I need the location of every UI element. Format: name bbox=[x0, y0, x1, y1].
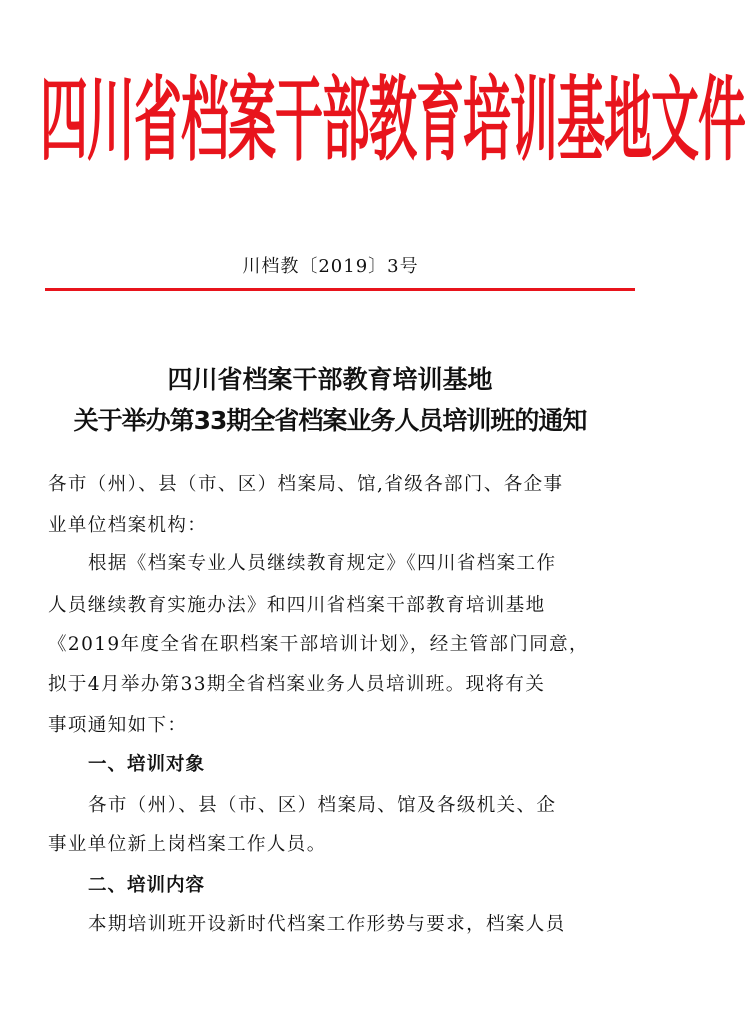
notice-title-line1: 四川省档案干部教育培训基地 bbox=[167, 365, 493, 394]
section1-line2: 事业单位新上岗档案工作人员。 bbox=[48, 834, 327, 855]
red-divider-line bbox=[45, 288, 635, 291]
intro-line1: 根据《档案专业人员继续教育规定》《四川省档案工作 bbox=[88, 553, 557, 574]
addressee-line1: 各市（州）、县（市、区）档案局、馆,省级各部门、各企事 bbox=[48, 474, 564, 495]
intro-line3: 《2019年度全省在职档案干部培训计划》，经主管部门同意， bbox=[48, 634, 589, 655]
addressee-line2: 业单位档案机构： bbox=[48, 515, 208, 536]
letterhead-title: 四川省档案干部教育培训基地文件 bbox=[40, 67, 745, 175]
section2-line1: 本期培训班开设新时代档案工作形势与要求，档案人员 bbox=[88, 914, 566, 935]
section1-heading: 一、培训对象 bbox=[88, 754, 206, 775]
section1-line1: 各市（州）、县（市、区）档案局、馆及各级机关、企 bbox=[88, 795, 557, 816]
intro-line5: 事项通知如下： bbox=[48, 715, 188, 736]
notice-title-line2: 关于举办第33期全省档案业务人员培训班的通知 bbox=[73, 406, 587, 435]
intro-line4: 拟于4月举办第33期全省档案业务人员培训班。现将有关 bbox=[48, 674, 546, 695]
section2-heading: 二、培训内容 bbox=[88, 875, 206, 896]
intro-line2: 人员继续教育实施办法》和四川省档案干部教育培训基地 bbox=[48, 595, 546, 616]
document-number: 川档教〔2019〕3号 bbox=[242, 256, 419, 277]
